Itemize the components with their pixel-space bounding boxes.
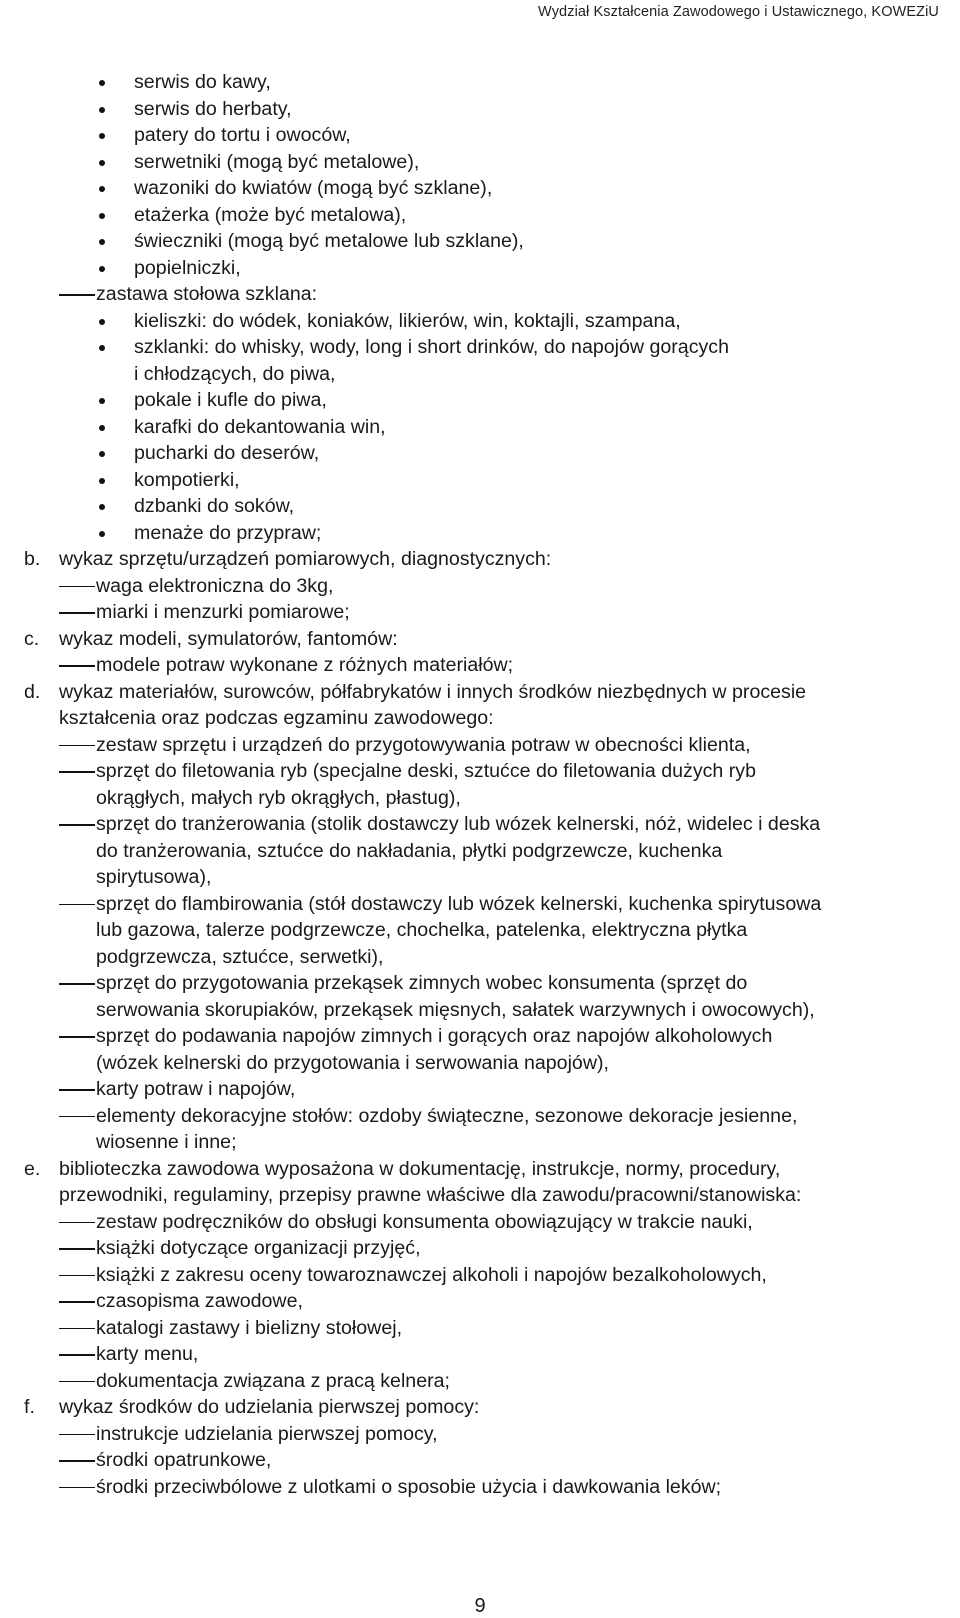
bullet-icon [99,107,105,113]
dash-icon [59,824,95,826]
bullet-icon [99,266,105,272]
list-item-text: wazoniki do kwiatów (mogą być szklane), [134,177,493,199]
page-number: 9 [474,1595,486,1617]
list-item-text: sprzęt do tranżerowania (stolik dostawczy lub wózek kelnerski, nóż, widelec i deska [96,813,821,835]
dash-icon [59,1354,95,1356]
list-item-text: biblioteczka zawodowa wyposażona w dokumentację, instrukcje, normy, procedury, [59,1157,781,1180]
list-item-text: dzbanki do soków, [134,495,295,517]
list-item-text: pokale i kufle do piwa, [134,389,327,411]
list-item-text: środki przeciwbólowe z ulotkami o sposobie użycia i dawkowania leków; [96,1475,722,1498]
list-item-text: waga elektroniczna do 3kg, [96,574,334,597]
bullet-icon [99,213,105,219]
list-item-text: pucharki do deserów, [134,442,320,464]
list-item-text: i chłodzących, do piwa, [134,362,336,385]
dash-icon [59,1248,95,1250]
list-item-text: sprzęt do przygotowania przekąsek zimnych wobec konsumenta (sprzęt do [96,972,748,994]
dash-icon [59,1328,95,1330]
dash-icon [59,586,95,588]
list-item-text: zestaw podręczników do obsługi konsumenta obowiązujący w trakcie nauki, [96,1210,753,1233]
bullet-icon [99,239,105,245]
bullet-icon [99,160,105,166]
list-letter: e. [24,1157,41,1180]
bullet-icon [99,504,105,510]
list-item-text: świeczniki (mogą być metalowe lub szklane), [134,230,524,252]
bullet-icon [99,133,105,139]
dash-icon [59,1275,95,1277]
list-item-text: dokumentacja związana z pracą kelnera; [96,1369,450,1392]
dash-icon [59,294,95,296]
list-item-text: kształcenia oraz podczas egzaminu zawodowego: [59,707,494,729]
dash-icon [59,1036,95,1038]
list-item-text: sprzęt do filetowania ryb (specjalne deski, sztućce do filetowania dużych ryb [96,760,756,782]
list-item-text: etażerka (może być metalowa), [134,203,407,226]
dash-icon [59,771,95,773]
list-item-text: modele potraw wykonane z różnych materiałów; [96,654,514,676]
list-item-text: kompotierki, [134,468,240,491]
list-item-text: patery do tortu i owoców, [134,124,351,146]
list-item-text: spirytusowa), [96,866,212,888]
list-item-text: do tranżerowania, sztućce do nakładania, płytki podgrzewcze, kuchenka [96,839,723,862]
dash-icon [59,1381,95,1383]
list-letter: c. [24,627,40,650]
list-item-text: sprzęt do flambirowania (stół dostawczy lub wózek kelnerski, kuchenka spirytusowa [96,892,822,915]
bullet-icon [99,531,105,537]
list-item-text: (wózek kelnerski do przygotowania i serwowania napojów), [96,1051,609,1074]
list-item-text: książki z zakresu oceny towaroznawczej alkoholi i napojów bezalkoholowych, [96,1263,767,1286]
dash-icon [59,1089,95,1091]
bullet-icon [99,186,105,192]
dash-icon [59,904,95,906]
list-item-text: środki opatrunkowe, [96,1449,272,1471]
dash-icon [59,1434,95,1436]
list-item-text: podgrzewcza, sztućce, serwetki), [96,945,384,968]
running-header: Wydział Kształcenia Zawodowego i Ustawicznego, KOWEZiU [538,4,939,20]
list-item-text: przewodniki, regulaminy, przepisy prawne właściwe dla zawodu/pracowni/stanowiska: [59,1184,802,1206]
bullet-icon [99,451,105,457]
list-item-text: serwis do herbaty, [134,97,292,120]
list-item-text: menaże do przypraw; [134,521,322,544]
dash-icon [59,612,95,614]
bullet-icon [99,80,105,86]
list-item-text: karty menu, [96,1343,199,1365]
list-letter: f. [24,1396,35,1418]
dash-icon [59,983,95,985]
list-item-text: wykaz modeli, symulatorów, fantomów: [59,627,398,650]
bullet-icon [99,319,105,325]
list-item-text: serwis do kawy, [134,71,271,93]
dash-icon [59,665,95,667]
list-item-text: wykaz materiałów, surowców, półfabrykatów i innych środków niezbędnych w procesie [59,680,807,703]
list-item-text: wykaz sprzętu/urządzeń pomiarowych, diagnostycznych: [59,548,552,570]
list-item-text: miarki i menzurki pomiarowe; [96,601,350,623]
list-item-text: zestaw sprzętu i urządzeń do przygotowywania potraw w obecności klienta, [96,733,751,756]
dash-icon [59,1460,95,1462]
list-letter: b. [24,548,41,570]
bullet-icon [99,398,105,404]
list-item-text: elementy dekoracyjne stołów: ozdoby świąteczne, sezonowe dekoracje jesienne, [96,1104,798,1127]
dash-icon [59,1116,95,1118]
bullet-icon [99,425,105,431]
dash-icon [59,745,95,747]
list-item-text: karafki do dekantowania win, [134,415,386,438]
list-item-text: karty potraw i napojów, [96,1078,296,1100]
list-item-text: czasopisma zawodowe, [96,1290,303,1312]
bullet-icon [99,345,105,351]
list-item-text: sprzęt do podawania napojów zimnych i gorących oraz napojów alkoholowych [96,1025,773,1047]
list-item-text: szklanki: do whisky, wody, long i short drinków, do napojów gorących [134,336,729,358]
dash-icon [59,1487,95,1489]
list-item-text: instrukcje udzielania pierwszej pomocy, [96,1422,438,1445]
list-item-text: zastawa stołowa szklana: [96,283,318,305]
list-item-text: lub gazowa, talerze podgrzewcze, chochelka, patelenka, elektryczna płytka [96,919,748,941]
dash-icon [59,1222,95,1224]
list-item-text: serwetniki (mogą być metalowe), [134,150,420,173]
list-item-text: okrągłych, małych ryb okrągłych, płastug), [96,786,461,809]
bullet-icon [99,478,105,484]
dash-icon [59,1301,95,1303]
list-item-text: wykaz środków do udzielania pierwszej pomocy: [59,1396,480,1418]
list-item-text: książki dotyczące organizacji przyjęć, [96,1237,421,1259]
list-item-text: serwowania skorupiaków, przekąsek mięsnych, sałatek warzywnych i owocowych), [96,998,815,1021]
list-item-text: katalogi zastawy i bielizny stołowej, [96,1316,403,1339]
list-item-text: wiosenne i inne; [96,1131,237,1153]
list-item-text: popielniczki, [134,256,241,279]
list-letter: d. [24,680,41,703]
list-item-text: kieliszki: do wódek, koniaków, likierów, win, koktajli, szampana, [134,309,681,332]
